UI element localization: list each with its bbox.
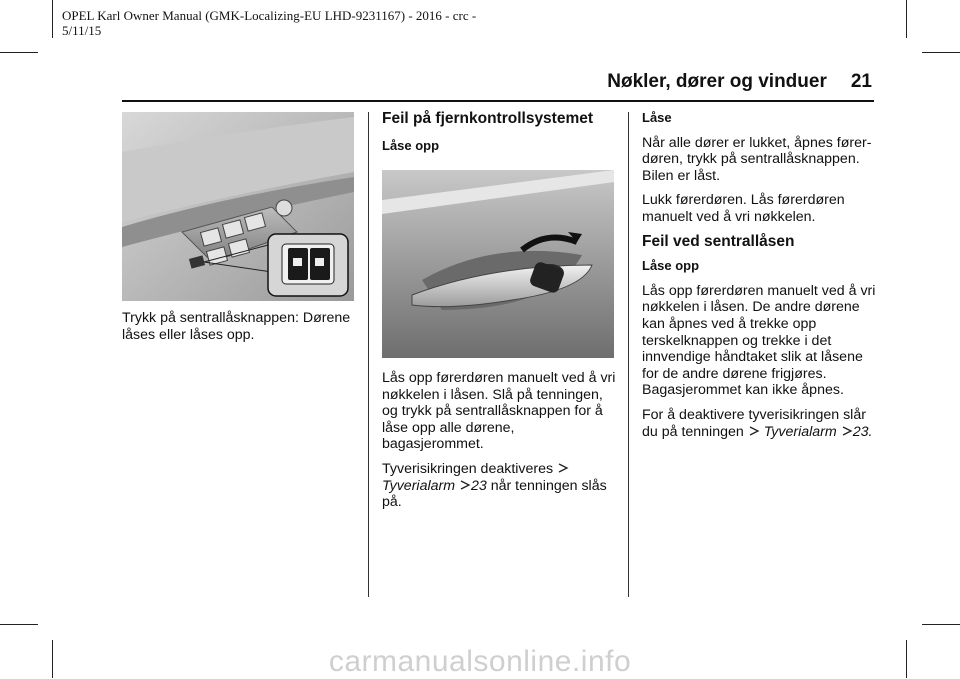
key-lock-illustration [382, 170, 614, 358]
crop-mark [0, 52, 38, 53]
cross-reference-page[interactable]: 23 [471, 477, 487, 494]
crop-mark [52, 0, 53, 38]
page-reference-icon [557, 462, 569, 474]
crop-mark [906, 0, 907, 38]
crop-mark [922, 52, 960, 53]
section-heading: Feil ved sentrallåsen [642, 232, 795, 250]
watermark: carmanualsonline.info [328, 645, 632, 678]
figure-caption: Trykk på sentrallåsknappen: Dørene låses eller låses opp. [122, 310, 351, 343]
paragraph-text: Tyverisikringen deaktiveres [382, 460, 554, 477]
page-reference-icon [748, 425, 760, 437]
subheading: Låse opp [382, 138, 440, 153]
paragraph [642, 407, 882, 440]
header-rule [122, 100, 874, 102]
page-reference-icon [459, 479, 471, 491]
running-title [607, 71, 872, 93]
meta-date: 5/11/15 [62, 23, 102, 38]
column-3 [642, 110, 882, 448]
meta-line: OPEL Karl Owner Manual (GMK-Localizing-EU LHD-9231167) - 2016 - crc - [62, 8, 477, 23]
column-divider [628, 112, 629, 597]
door-handle-image [382, 170, 614, 358]
crop-mark [0, 624, 38, 625]
paragraph: Lås opp førerdøren manuelt ved å vri nøkkelen i låsen. De andre dørene kan åpnes ved å trekke opp terskelknappen og trekke i det innvendige håndtaket slik at låsene for de andre dørene frigjøres. Bagasjerommet kan ikke åpnes. [642, 282, 876, 399]
subheading: Låse [642, 110, 672, 125]
door-switch-illustration [122, 112, 354, 301]
paragraph [382, 461, 618, 511]
page-number: 21 [850, 71, 872, 92]
paragraph: Lås opp førerdøren manuelt ved å vri nøkkelen i låsen. Slå på tenningen, og trykk på sentrallåsknappen for å låse opp alle dørene, bagasjerommet. [382, 370, 616, 453]
paragraph: Lukk førerdøren. Lås førerdøren manuelt ved å vri nøkkelen. [642, 192, 845, 225]
paragraph: Når alle dører er lukket, åpnes førerdøren, trykk på sentrallåsknappen. Bilen er låst. [642, 134, 872, 184]
section-title: Nøkler, dører og vinduer [607, 71, 827, 92]
cross-reference-page[interactable]: 23. [852, 423, 873, 440]
section-heading: Feil på fjernkontrollsystemet [382, 110, 594, 127]
cross-reference-link[interactable]: Tyverialarm [382, 477, 456, 494]
column-divider [368, 112, 369, 597]
page-reference-icon [841, 425, 853, 437]
column-2 [382, 370, 618, 519]
subheading: Låse opp [642, 258, 700, 274]
document-meta [62, 8, 522, 38]
paragraph-text: For å deaktivere tyverisikringen slår du på tenningen [642, 406, 866, 440]
door-panel-image [122, 112, 354, 301]
column-1 [122, 310, 358, 351]
column-2-header [382, 110, 622, 153]
cross-reference-link[interactable]: Tyverialarm [763, 423, 837, 440]
crop-mark [922, 624, 960, 625]
paragraph-text: når tenningen slås på. [382, 477, 607, 511]
